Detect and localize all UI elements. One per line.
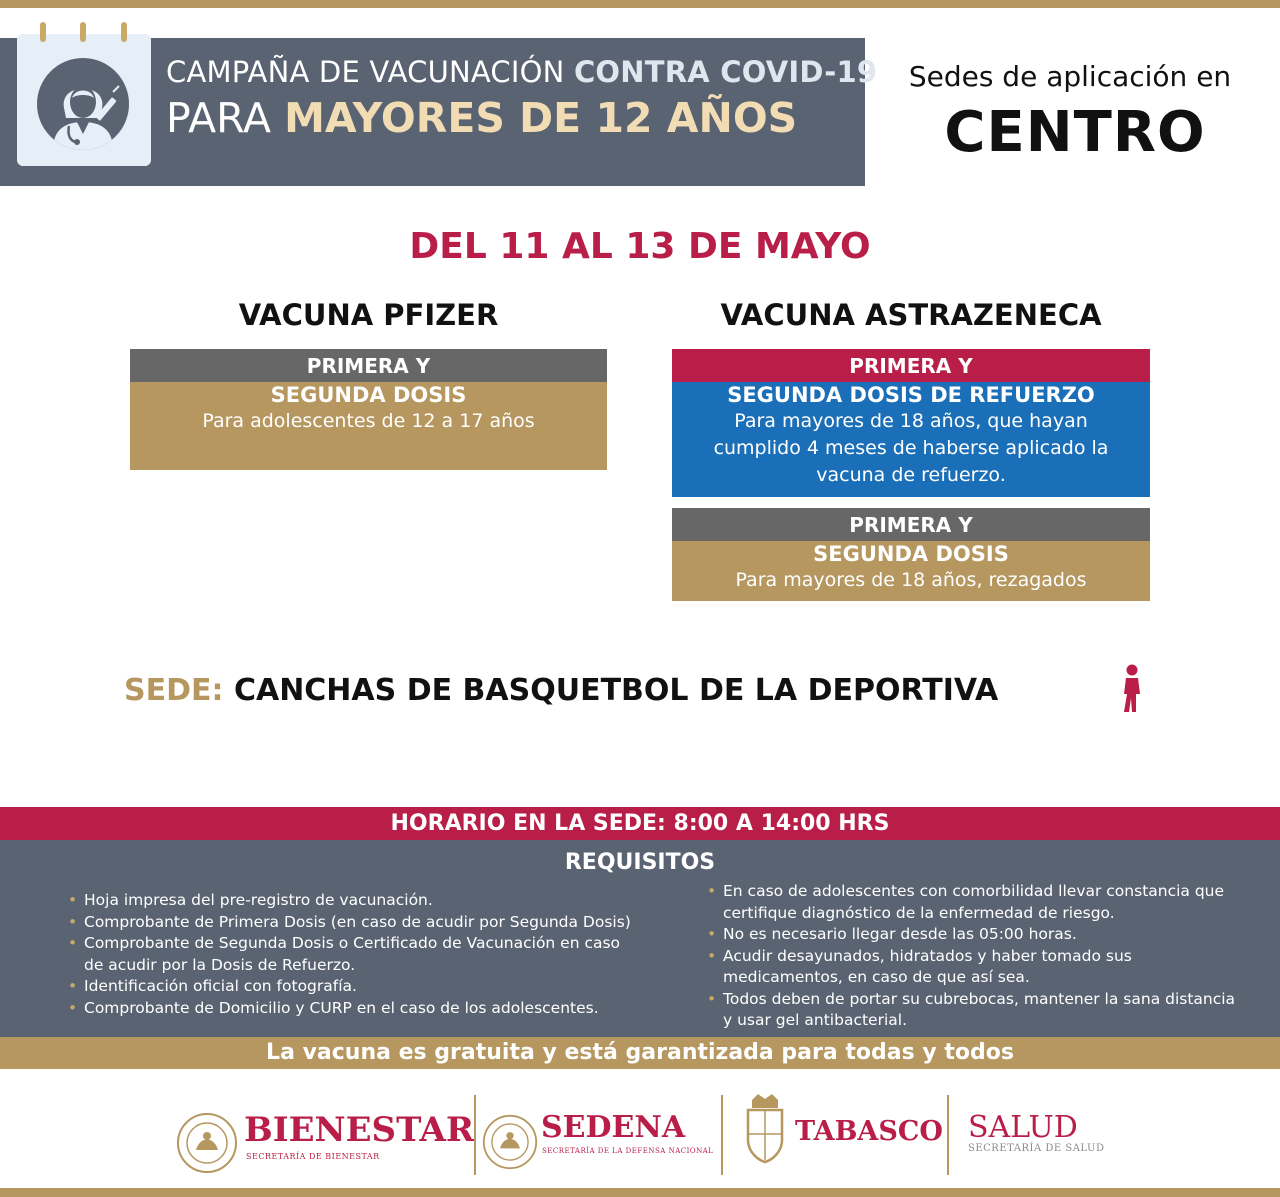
requirements-right-list [705, 881, 1245, 1032]
list-item: • No es necesario llegar desde las 05:00 horas. [705, 924, 1245, 946]
top-gold-line [0, 0, 1280, 8]
bottom-gold-line [0, 1188, 1280, 1197]
logo-divider [721, 1095, 723, 1175]
dose-description: Para adolescentes de 12 a 17 años [202, 410, 535, 432]
venue-name: CANCHAS DE BASQUETBOL DE LA DEPORTIVA [233, 673, 999, 708]
sedena-logo-sub: SECRETARÍA DE LA DEFENSA NACIONAL [542, 1147, 714, 1155]
calendar-ring [40, 22, 46, 42]
dose-description: Para mayores de 18 años, rezagados [735, 569, 1087, 591]
bienestar-logo-name: BIENESTAR [244, 1110, 475, 1150]
dose-type: SEGUNDA DOSIS [270, 383, 467, 407]
salud-logo-sub: SECRETARÍA DE SALUD [968, 1143, 1105, 1154]
list-item: • Comprobante de Domicilio y CURP en el caso de los adolescentes. [66, 998, 636, 1020]
pedestrian-icon [1118, 664, 1146, 718]
dose-type: SEGUNDA DOSIS [813, 542, 1009, 566]
campaign-subtitle: PARA MAYORES DE 12 AÑOS [166, 94, 798, 142]
requirements-title: REQUISITOS [564, 850, 716, 875]
sedena-logo-name: SEDENA [541, 1110, 686, 1145]
list-item: • En caso de adolescentes con comorbilidad llevar constancia que certifique diagnóstico de la enfermedad de riesgo. [705, 881, 1245, 924]
venue-label: SEDE: [124, 673, 224, 708]
dose-description: cumplido 4 meses de haberse aplicado la [713, 437, 1109, 459]
calendar-ring [80, 22, 86, 42]
requirements-panel [0, 840, 1280, 1037]
mexico-seal-icon [482, 1114, 538, 1174]
dose-description: Para mayores de 18 años, que hayan [734, 410, 1088, 432]
salud-logo-name: SALUD [968, 1110, 1078, 1145]
pfizer-dose-card [130, 349, 607, 470]
mexico-seal-icon [176, 1112, 238, 1178]
astrazeneca-booster-card [672, 349, 1150, 497]
pfizer-title: VACUNA PFIZER [238, 298, 499, 332]
list-item: • Identificación oficial con fotografía. [66, 976, 636, 998]
dose-type: SEGUNDA DOSIS DE REFUERZO [727, 383, 1095, 407]
schedule-bar: HORARIO EN LA SEDE: 8:00 A 14:00 HRS [0, 807, 1280, 840]
tabasco-coat-of-arms-icon [742, 1094, 788, 1168]
tabasco-logo-name: TABASCO [795, 1116, 943, 1147]
doctor-with-syringe-icon [37, 58, 129, 150]
logo-divider [947, 1095, 949, 1175]
location-label: Sedes de aplicación en [908, 60, 1232, 93]
dose-header: PRIMERA Y [672, 508, 1150, 541]
logo-divider [474, 1095, 476, 1175]
free-vaccine-banner: La vacuna es gratuita y está garantizada para todas y todos [0, 1037, 1280, 1069]
dose-header: PRIMERA Y [130, 349, 607, 382]
bienestar-logo-sub: SECRETARÍA DE BIENESTAR [246, 1152, 380, 1161]
venue-line [124, 673, 998, 708]
date-range: DEL 11 AL 13 DE MAYO [409, 226, 871, 267]
dose-header: PRIMERA Y [672, 349, 1150, 382]
campaign-title: CAMPAÑA DE VACUNACIÓN CONTRA COVID-19 [166, 55, 878, 89]
list-item: • Comprobante de Segunda Dosis o Certificado de Vacunación en caso de acudir por la Dosis de Refuerzo. [66, 933, 636, 976]
calendar-ring [121, 22, 127, 42]
astrazeneca-title: VACUNA ASTRAZENECA [720, 298, 1102, 332]
astrazeneca-adult-card [672, 508, 1150, 601]
city-name: CENTRO [944, 100, 1206, 165]
list-item: • Comprobante de Primera Dosis (en caso de acudir por Segunda Dosis) [66, 912, 636, 934]
dose-description: vacuna de refuerzo. [816, 464, 1006, 486]
list-item: • Acudir desayunados, hidratados y haber tomado sus medicamentos, en caso de que así sea. [705, 946, 1245, 989]
list-item: • Todos deben de portar su cubrebocas, mantener la sana distancia y usar gel antibacterial. [705, 989, 1245, 1032]
requirements-left-list [66, 890, 636, 1019]
list-item: • Hoja impresa del pre-registro de vacunación. [66, 890, 636, 912]
